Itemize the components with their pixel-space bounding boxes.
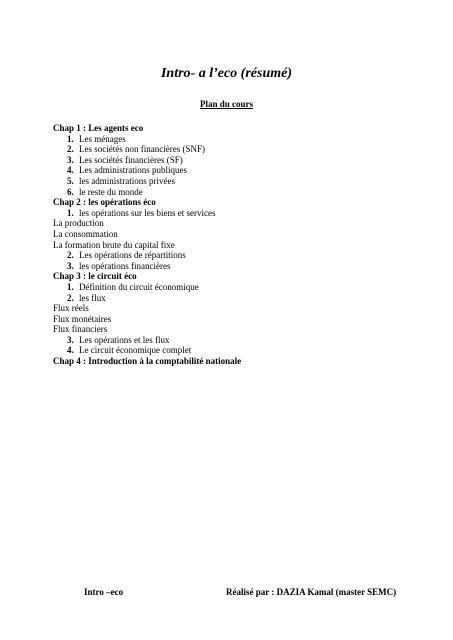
item-number: 2. [67,250,74,261]
outline-numbered-item [53,187,433,198]
item-number: 1. [67,133,74,144]
outline-numbered-item [53,134,433,145]
item-number: 6. [67,186,74,197]
chapter-heading: Chap 4 : Introduction à la comptabilité nationale [53,356,242,367]
footer-right: Réalisé par : DAZIA Kamal (master SEMC) [226,587,397,597]
outline-subitem: Flux réels [53,303,89,314]
item-text: les flux [79,292,106,303]
footer-left: Intro –eco [84,587,124,597]
outline-numbered-item [53,155,433,166]
outline-numbered-item [53,176,433,187]
outline-numbered-item [53,165,433,176]
item-text: Définition du circuit économique [79,281,199,292]
item-text: Les ménages [79,133,126,144]
chapter-heading: Chap 2 : les opérations éco [53,197,156,208]
item-number: 5. [67,175,74,186]
item-text: Le circuit économique complet [79,345,192,356]
item-number: 2. [67,144,74,155]
item-number: 4. [67,345,74,356]
item-text: Les sociétés non financières (SNF) [79,144,205,155]
outline-numbered-item [53,144,433,155]
item-text: Les opérations et les flux [79,334,170,345]
chapter-heading: Chap 3 : le circuit éco [53,271,137,282]
document-title: Intro- a l’eco (résumé) [160,66,293,81]
item-number: 3. [67,260,74,271]
outline-subitem: La consommation [53,228,118,239]
outline-numbered-item [53,335,433,346]
item-text: Les sociétés financières (SF) [79,154,183,165]
plan-heading: Plan du cours [199,99,253,109]
item-number: 3. [67,154,74,165]
outline-numbered-item [53,293,433,304]
item-number: 4. [67,165,74,176]
outline-numbered-item [53,345,433,356]
item-text: le reste du monde [79,186,143,197]
chapter-heading: Chap 1 : Les agents eco [53,123,144,133]
item-text: les opérations financières [79,260,171,271]
item-text: Les administrations publiques [79,165,187,176]
item-number: 3. [67,334,74,345]
outline-numbered-item [53,208,433,219]
course-outline [53,123,433,367]
outline-numbered-item [53,250,433,261]
outline-subitem: Flux financiers [53,324,108,335]
outline-numbered-item [53,282,433,293]
outline-subitem: La formation brute du capital fixe [53,239,175,250]
outline-numbered-item [53,261,433,272]
item-number: 1. [67,207,74,218]
outline-subitem: Flux monétaires [53,313,112,324]
item-text: Les opérations de répartitions [79,250,186,261]
item-text: les opérations sur les biens et services [79,207,216,218]
item-number: 2. [67,292,74,303]
item-number: 1. [67,281,74,292]
outline-subitem: La production [53,218,104,229]
item-text: les administrations privées [79,175,175,186]
